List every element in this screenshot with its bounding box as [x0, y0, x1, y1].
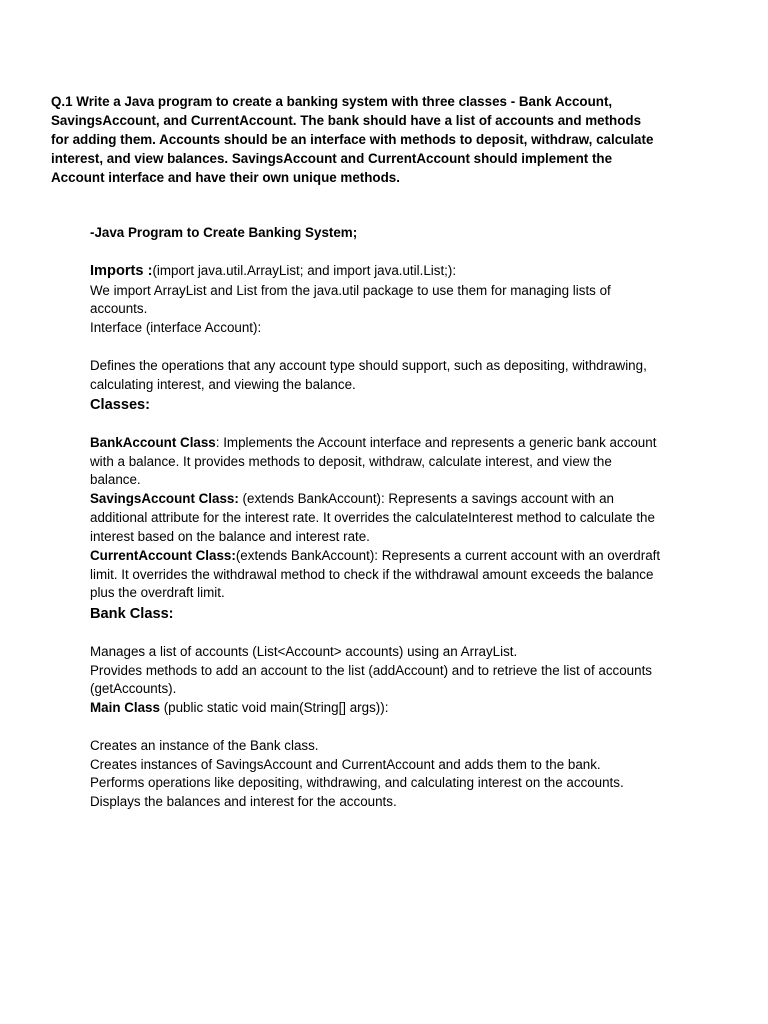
interface-description: Defines the operations that any account type should support, such as depositing, withdrawing, [90, 358, 647, 373]
currentaccount-label: CurrentAccount Class: [90, 548, 236, 563]
imports-heading-rest: (import java.util.ArrayList; and import java.util.List;): [152, 263, 457, 278]
classes-heading: Classes: [90, 397, 151, 413]
currentaccount-text: plus the overdraft limit. [90, 585, 225, 600]
savingsaccount-text: additional attribute for the interest rate. It overrides the calculateInterest method to calculate the [90, 510, 655, 525]
section-title: -Java Program to Create Banking System; [90, 225, 358, 240]
bank-class-text: (getAccounts). [90, 681, 177, 696]
bank-class-text: Manages a list of accounts (List<Account> accounts) using an ArrayList. [90, 644, 518, 659]
bankaccount-line [90, 434, 656, 453]
savingsaccount-text: (extends BankAccount): Represents a savings account with an [238, 491, 614, 506]
imports-heading: Imports : [90, 263, 153, 279]
main-class-text: Creates an instance of the Bank class. [90, 738, 319, 753]
main-class-text: Performs operations like depositing, withdrawing, and calculating interest on the accounts. [90, 775, 624, 790]
interface-description: calculating interest, and viewing the balance. [90, 377, 356, 392]
question-line: SavingsAccount, and CurrentAccount. The bank should have a list of accounts and methods [51, 113, 642, 128]
imports-line: We import ArrayList and List from the java.util package to use them for managing lists of [90, 283, 611, 298]
imports-line: accounts. [90, 301, 148, 316]
question-text [51, 92, 691, 187]
bankaccount-text: with a balance. It provides methods to deposit, withdraw, calculate interest, and view the [90, 454, 612, 469]
bankaccount-label: BankAccount Class [90, 435, 216, 450]
bank-class-text: Provides methods to add an account to the list (addAccount) and to retrieve the list of accounts [90, 663, 652, 678]
question-line: interest, and view balances. SavingsAccount and CurrentAccount should implement the [51, 151, 613, 166]
interface-line: Interface (interface Account): [90, 320, 262, 335]
main-class-text: Displays the balances and interest for the accounts. [90, 794, 397, 809]
savingsaccount-line [90, 490, 614, 509]
question-line: Q.1 Write a Java program to create a banking system with three classes - Bank Account, [51, 94, 613, 109]
main-class-signature: (public static void main(String[] args)): [159, 700, 389, 715]
currentaccount-text: limit. It overrides the withdrawal method to check if the withdrawal amount exceeds the balance [90, 567, 654, 582]
savingsaccount-label: SavingsAccount Class: [90, 491, 239, 506]
savingsaccount-text: interest based on the balance and interest rate. [90, 529, 370, 544]
question-line: Account interface and have their own unique methods. [51, 170, 400, 185]
imports-heading-line [90, 262, 456, 281]
question-line: for adding them. Accounts should be an interface with methods to deposit, withdraw, calculate [51, 132, 654, 147]
bankaccount-text: balance. [90, 472, 141, 487]
main-class-label: Main Class [90, 700, 160, 715]
currentaccount-text: (extends BankAccount): Represents a current account with an overdraft [235, 548, 661, 563]
bankaccount-text: : Implements the Account interface and represents a generic bank account [215, 435, 657, 450]
main-class-line [90, 699, 388, 718]
bank-class-heading: Bank Class: [90, 606, 174, 622]
currentaccount-line [90, 547, 660, 566]
main-class-text: Creates instances of SavingsAccount and CurrentAccount and adds them to the bank. [90, 757, 601, 772]
